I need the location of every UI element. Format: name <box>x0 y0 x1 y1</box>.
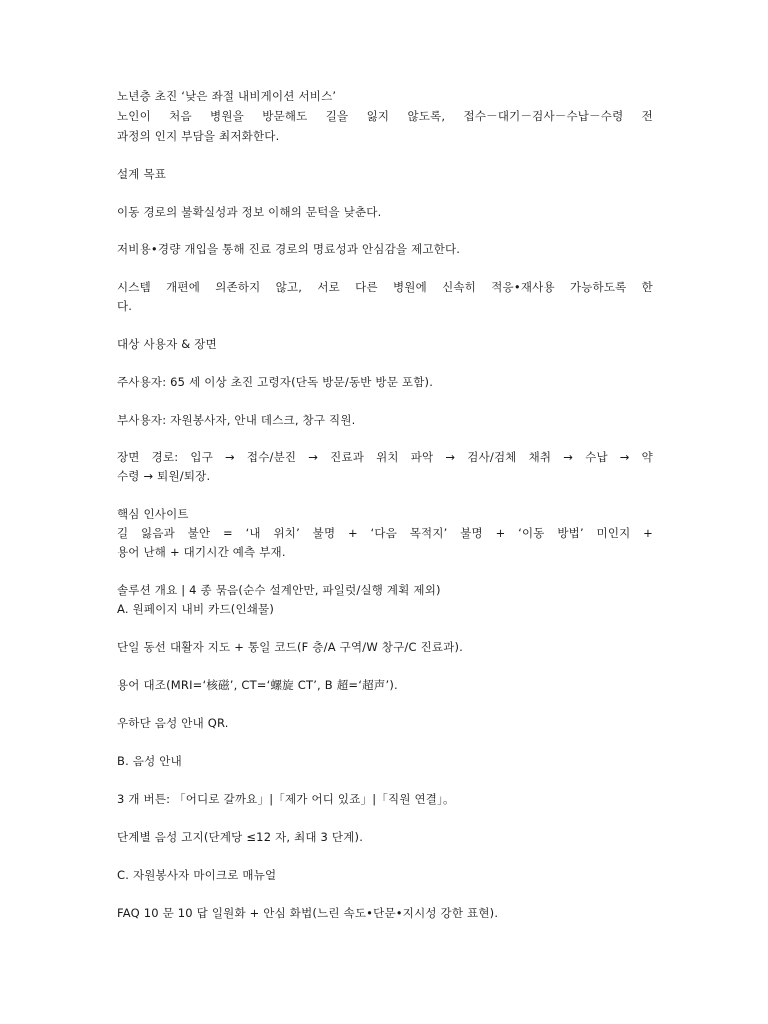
scene-path-line-2: 수령 → 퇴원/퇴장. <box>117 469 211 483</box>
heading-design-goals: 설계 목표 <box>117 167 167 181</box>
heading-solution-overview: 솔루션 개요 | 4 종 묶음(순수 설계안만, 파일럿/실행 계획 제외) <box>117 583 441 597</box>
heading-key-insight: 핵심 인사이트 <box>117 507 189 521</box>
section-a-item-1: 단일 동선 대활자 지도 + 통일 코드(F 층/A 구역/W 창구/C 진료과). <box>117 640 464 654</box>
insight-line-2: 용어 난해 + 대기시간 예측 부재. <box>117 545 286 559</box>
section-b-title: B. 음성 안내 <box>117 754 182 768</box>
secondary-user: 부사용자: 자원봉사자, 안내 데스크, 창구 직원. <box>117 413 356 427</box>
intro-line-1: 노인이 처음 병원을 방문해도 길을 잃지 않도록, 접수－대기－검사－수납－수령 전 <box>117 109 653 123</box>
goal-3-line-1: 시스템 개편에 의존하지 않고, 서로 다른 병원에 신속히 적응•재사용 가능하도록 한 <box>117 280 653 294</box>
section-c-item-1: FAQ 10 문 10 답 일원화 + 안심 화법(느린 속도•단문•지시성 강한 표현). <box>117 906 499 920</box>
section-a-item-2: 용어 대조(MRI=‘核磁’, CT=‘螺旋 CT’, B 超=‘超声’). <box>117 678 398 692</box>
goal-1: 이동 경로의 불확실성과 정보 이해의 문턱을 낮춘다. <box>117 205 382 219</box>
section-b-item-1: 3 개 버튼: 「어디로 갈까요」|「제가 어디 있죠」|「직원 연결」。 <box>117 792 455 806</box>
section-c-title: C. 자원봉사자 마이크로 매뉴얼 <box>117 868 277 882</box>
heading-target-users: 대상 사용자 & 장면 <box>117 337 217 351</box>
goal-2: 저비용•경량 개입을 통해 진료 경로의 명료성과 안심감을 제고한다. <box>117 242 461 256</box>
section-a-item-3: 우하단 음성 안내 QR. <box>117 716 229 730</box>
section-b-item-2: 단계별 음성 고지(단계당 ≤12 자, 최대 3 단계). <box>117 830 364 844</box>
scene-path-line-1: 장면 경로: 입구 → 접수/분진 → 진료과 위치 파악 → 검사/검체 채취 → 수납 → 약 <box>117 450 653 464</box>
doc-title: 노년층 초진 ‘낮은 좌절 내비게이션 서비스’ <box>117 89 337 103</box>
section-a-title: A. 원페이지 내비 카드(인쇄물) <box>117 602 275 616</box>
goal-3-line-2: 다. <box>117 299 133 313</box>
insight-line-1: 길 잃음과 불안 = ‘내 위치’ 불명 + ‘다음 목적지’ 불명 + ‘이동 방법’ 미인지 + <box>117 526 653 540</box>
intro-line-2: 과정의 인지 부담을 최저화한다. <box>117 129 280 143</box>
primary-user: 주사용자: 65 세 이상 초진 고령자(단독 방문/동반 방문 포함). <box>117 375 434 389</box>
